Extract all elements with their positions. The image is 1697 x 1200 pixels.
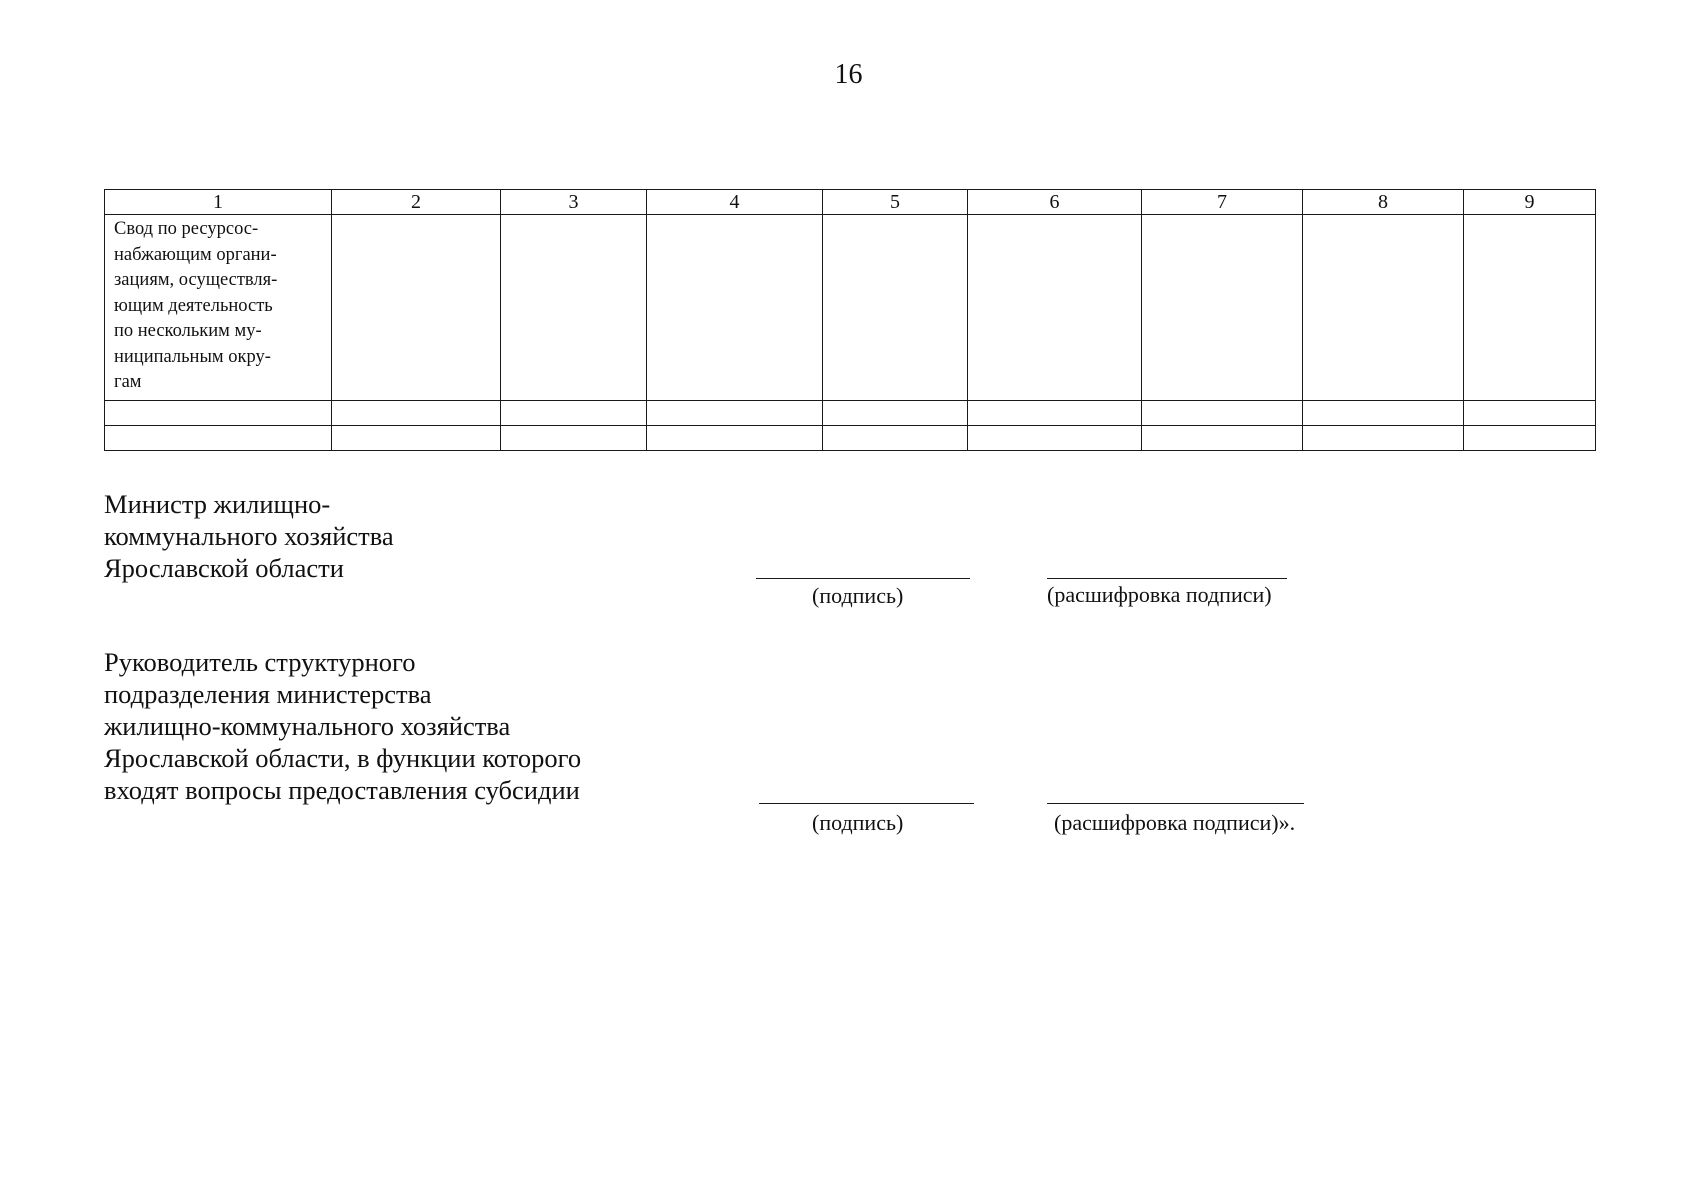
summary-label-line: по нескольким му-	[114, 321, 262, 341]
table-cell	[1464, 401, 1596, 426]
column-header: 2	[332, 190, 501, 215]
summary-label-cell	[105, 215, 332, 401]
table-cell	[647, 215, 823, 401]
signatory-title-line: входят вопросы предоставления субсидии	[104, 775, 580, 805]
signature-decoding-caption: (расшифровка подписи)».	[1054, 810, 1296, 835]
summary-table	[104, 189, 1596, 451]
page-number: 16	[834, 59, 863, 90]
column-header: 9	[1464, 190, 1596, 215]
signatory-title-line: Руководитель структурного	[104, 647, 416, 677]
summary-label-line: зациям, осуществля-	[114, 270, 278, 290]
table-cell	[105, 426, 332, 451]
column-header: 1	[105, 190, 332, 215]
division-head-signature-title	[104, 646, 581, 806]
table-cell	[1142, 426, 1303, 451]
summary-label-line: ниципальным окру-	[114, 346, 271, 367]
signature-line	[759, 803, 974, 804]
column-header: 8	[1303, 190, 1464, 215]
summary-label-line: ющим деятельность	[114, 295, 273, 316]
column-header: 3	[501, 190, 647, 215]
signatory-title-line: Министр жилищно-	[104, 489, 331, 519]
table-cell	[1464, 215, 1596, 401]
signature-caption: (подпись)	[812, 810, 904, 835]
table-cell	[1142, 215, 1303, 401]
table-cell	[332, 426, 501, 451]
column-header: 7	[1142, 190, 1303, 215]
signature-decoding-caption: (расшифровка подписи)	[1047, 582, 1272, 607]
table-cell	[501, 426, 647, 451]
table-row-empty	[105, 401, 1596, 426]
table-row-summary	[105, 215, 1596, 401]
table-cell	[501, 401, 647, 426]
column-header: 4	[647, 190, 823, 215]
table-cell	[332, 215, 501, 401]
column-header: 5	[823, 190, 968, 215]
summary-label-line: гам	[114, 372, 142, 392]
signatory-title-line: жилищно-коммунального хозяйства	[104, 711, 511, 741]
column-header: 6	[968, 190, 1142, 215]
table-cell	[823, 215, 968, 401]
table-cell	[968, 426, 1142, 451]
table-cell	[823, 426, 968, 451]
table-cell	[1303, 426, 1464, 451]
signature-caption: (подпись)	[812, 583, 904, 608]
table-cell	[501, 215, 647, 401]
signatory-title-line: Ярославской области	[104, 553, 344, 583]
signatory-title-line: коммунального хозяйства	[104, 521, 394, 551]
table-cell	[1303, 215, 1464, 401]
signature-decoding-line	[1047, 578, 1287, 579]
signature-line	[756, 578, 970, 579]
table-cell	[1142, 401, 1303, 426]
table-cell	[647, 401, 823, 426]
table-cell	[1303, 401, 1464, 426]
table-cell	[1464, 426, 1596, 451]
minister-signature-title	[104, 488, 394, 584]
table-cell	[647, 426, 823, 451]
table-header-row	[105, 190, 1596, 215]
table-cell	[332, 401, 501, 426]
table-row-empty	[105, 426, 1596, 451]
signatory-title-line: Ярославской области, в функции которого	[104, 743, 582, 773]
signatory-title-line: подразделения министерства	[104, 679, 432, 709]
table-cell	[968, 401, 1142, 426]
table-cell	[968, 215, 1142, 401]
signature-decoding-line	[1047, 803, 1304, 804]
table-cell	[823, 401, 968, 426]
summary-label-line: набжающим органи-	[114, 244, 277, 265]
summary-label-line: Свод по ресурсос-	[114, 219, 259, 239]
table-cell	[105, 401, 332, 426]
